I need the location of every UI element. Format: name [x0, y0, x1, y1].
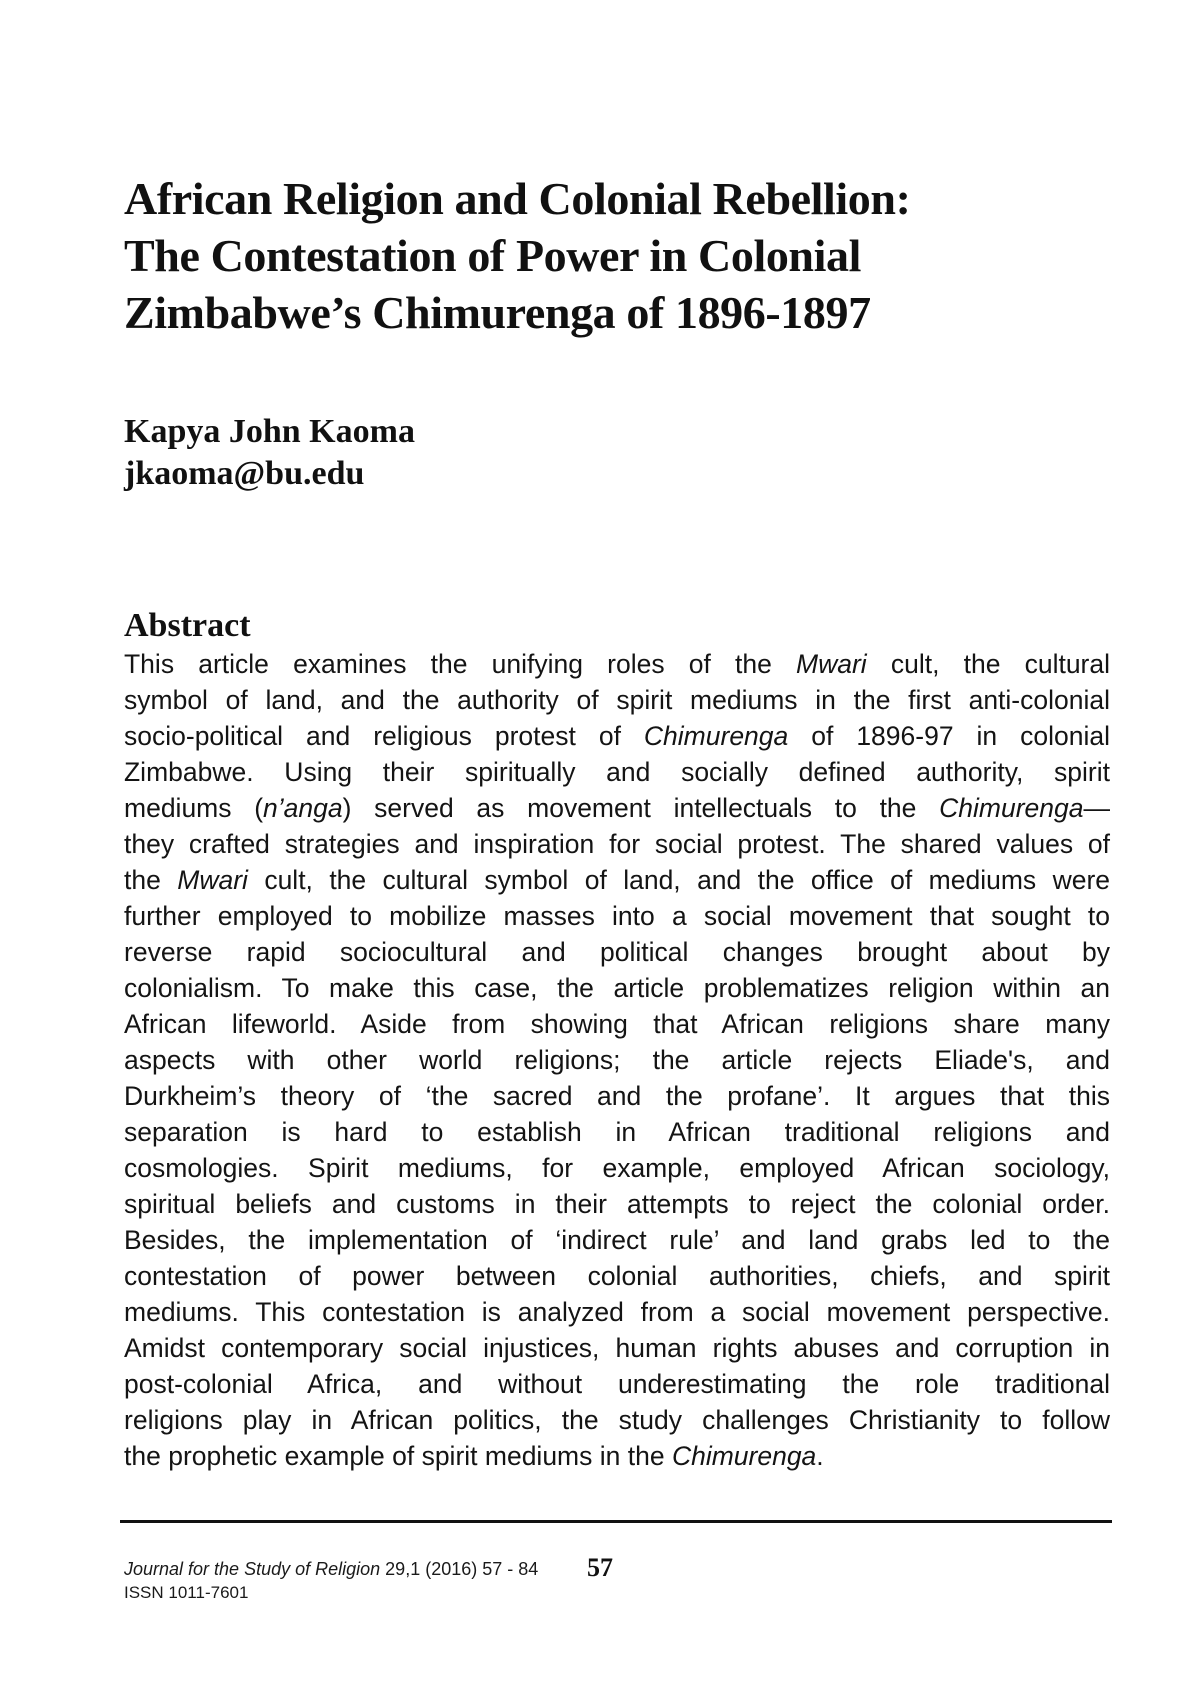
abstract-text: Besides, the implementation of ‘indirect rule’ and land grabs led to the [124, 1225, 1110, 1255]
abstract-line [124, 1042, 1110, 1078]
abstract-line [124, 1006, 1110, 1042]
author-email[interactable]: jkaoma@bu.edu [124, 455, 365, 492]
abstract-text: cult, the cultural symbol of land, and the office of mediums were [247, 865, 1111, 895]
abstract-line [124, 1150, 1110, 1186]
journal-name: Journal for the Study of Religion [124, 1559, 381, 1579]
abstract-text: Durkheim’s theory of ‘the sacred and the profane’. It argues that this [124, 1081, 1110, 1111]
abstract-text: symbol of land, and the authority of spirit mediums in the first anti-colonial [124, 685, 1110, 715]
journal-citation [124, 1558, 538, 1580]
abstract-line [124, 682, 1110, 718]
abstract-italic-term: Chimurenga [939, 793, 1084, 823]
abstract-text: reverse rapid sociocultural and political changes brought about by [124, 937, 1110, 967]
abstract-text: the prophetic example of spirit mediums in the [124, 1441, 672, 1471]
author-block [124, 411, 415, 495]
abstract-text: aspects with other world religions; the article rejects Eliade's, and [124, 1045, 1110, 1075]
abstract-text: spiritual beliefs and customs in their attempts to reject the colonial order. [124, 1189, 1110, 1219]
article-title [124, 170, 1084, 341]
abstract-line [124, 862, 1110, 898]
abstract-text: mediums ( [124, 793, 264, 823]
author-name: Kapya John Kaoma [124, 413, 415, 450]
abstract-line [124, 1186, 1110, 1222]
abstract-text: cult, the cultural [866, 649, 1111, 679]
abstract-text: Amidst contemporary social injustices, human rights abuses and corruption in [124, 1333, 1110, 1363]
abstract-text: they crafted strategies and inspiration for social protest. The shared values of [124, 829, 1110, 859]
abstract-line [124, 898, 1110, 934]
abstract-line [124, 646, 1110, 682]
issn: ISSN 1011-7601 [124, 1583, 249, 1602]
abstract-text: This article examines the unifying roles of the [124, 649, 796, 679]
abstract-italic-term: n’anga [263, 793, 343, 823]
abstract-text: — [1083, 793, 1110, 823]
abstract-italic-term: Chimurenga [643, 721, 789, 751]
abstract-line [124, 1330, 1110, 1366]
abstract-italic-term: Mwari [796, 649, 867, 679]
abstract-line [124, 1438, 1110, 1474]
abstract-text: religions play in African politics, the study challenges Christianity to follow [124, 1405, 1110, 1435]
article-title-line: African Religion and Colonial Rebellion: [124, 173, 911, 224]
abstract-italic-term: Mwari [177, 865, 248, 895]
abstract-text: of 1896-97 in colonial [788, 721, 1110, 751]
abstract-line [124, 754, 1110, 790]
abstract-line [124, 718, 1110, 754]
abstract-body [124, 646, 1110, 1474]
abstract-line [124, 790, 1110, 826]
abstract-text: socio-political and religious protest of [124, 721, 644, 751]
abstract-line [124, 1078, 1110, 1114]
abstract-text: Zimbabwe. Using their spiritually and socially defined authority, spirit [124, 757, 1110, 787]
abstract-italic-term: Chimurenga [671, 1441, 817, 1471]
abstract-text: post-colonial Africa, and without underestimating the role traditional [124, 1369, 1110, 1399]
abstract-text: contestation of power between colonial authorities, chiefs, and spirit [124, 1261, 1110, 1291]
abstract-text: African lifeworld. Aside from showing that African religions share many [124, 1009, 1110, 1039]
abstract-text: the [124, 865, 178, 895]
journal-volume: 29,1 (2016) 57 - 84 [385, 1559, 539, 1579]
abstract-text: mediums. This contestation is analyzed from a social movement perspective. [124, 1297, 1110, 1327]
article-title-line: Zimbabwe’s Chimurenga of 1896-1897 [124, 287, 871, 338]
article-title-line: The Contestation of Power in Colonial [124, 230, 861, 281]
abstract-line [124, 1366, 1110, 1402]
abstract-line [124, 826, 1110, 862]
abstract-text: separation is hard to establish in African traditional religions and [124, 1117, 1110, 1147]
abstract-line [124, 934, 1110, 970]
abstract-text: . [816, 1441, 824, 1471]
abstract-text: further employed to mobilize masses into a social movement that sought to [124, 901, 1110, 931]
abstract-line [124, 1114, 1110, 1150]
abstract-line [124, 1222, 1110, 1258]
abstract-line [124, 1402, 1110, 1438]
footer-divider [120, 1520, 1112, 1523]
abstract-line [124, 1258, 1110, 1294]
page-number: 57 [587, 1553, 613, 1582]
abstract-line [124, 970, 1110, 1006]
abstract-text: colonialism. To make this case, the article problematizes religion within an [124, 973, 1110, 1003]
abstract-line [124, 1294, 1110, 1330]
abstract-text: cosmologies. Spirit mediums, for example, employed African sociology, [124, 1153, 1110, 1183]
abstract-text: ) served as movement intellectuals to the [342, 793, 940, 823]
abstract-heading: Abstract [124, 607, 251, 644]
